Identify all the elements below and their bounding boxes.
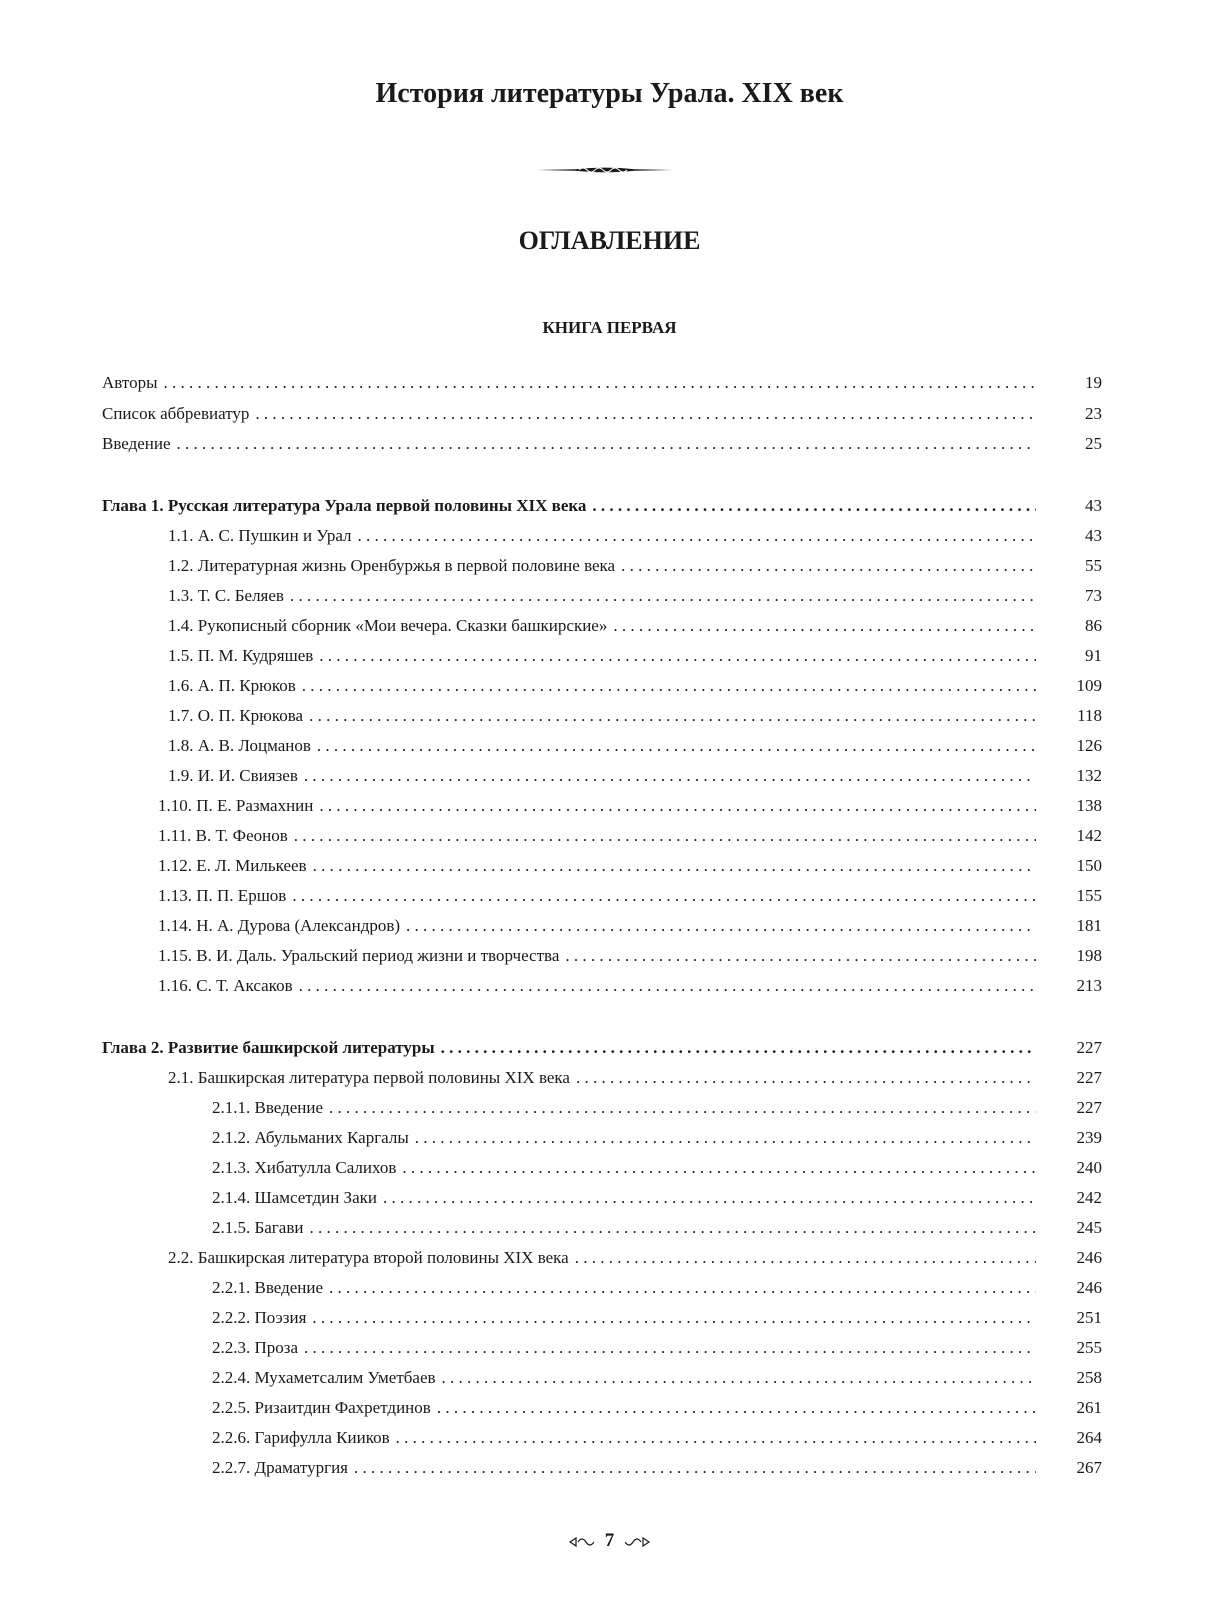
toc-section[interactable] <box>0 792 1219 820</box>
toc-entry-title: 1.13. П. П. Ершов . . . <box>158 882 1079 910</box>
toc-section[interactable] <box>0 1064 1219 1092</box>
toc-section[interactable] <box>0 582 1219 610</box>
toc-subsection[interactable] <box>0 1454 1219 1482</box>
toc-entry-title: 2.1. Башкирская литература первой половины XIX века . . . <box>168 1064 1079 1092</box>
toc-page-number: 73 <box>1036 582 1102 610</box>
toc-entry-title: 2.2.6. Гарифулла Кииков . . . <box>212 1424 1079 1452</box>
toc-section[interactable] <box>0 852 1219 880</box>
toc-entry-title: 1.8. А. В. Лоцманов . . . <box>168 732 1079 760</box>
toc-page-number: 25 <box>1036 430 1102 458</box>
toc-entry-title: 1.14. Н. А. Дурова (Александров) . . . <box>158 912 1079 940</box>
toc-section[interactable] <box>0 762 1219 790</box>
toc-page-number: 242 <box>1036 1184 1102 1212</box>
toc-entry-title: 1.15. В. И. Даль. Уральский период жизни и творчества . . . <box>158 942 1079 970</box>
toc-page-number: 261 <box>1036 1394 1102 1422</box>
toc-page-number: 142 <box>1036 822 1102 850</box>
toc-section[interactable] <box>0 642 1219 670</box>
toc-subsection[interactable] <box>0 1394 1219 1422</box>
toc-page-number: 109 <box>1036 672 1102 700</box>
toc-page-number: 239 <box>1036 1124 1102 1152</box>
toc-page-number: 264 <box>1036 1424 1102 1452</box>
toc-subsection[interactable] <box>0 1424 1219 1452</box>
right-ornament-icon <box>625 1536 651 1548</box>
toc-entry-title: 2.1.2. Абульманих Каргалы . . . <box>212 1124 1079 1152</box>
toc-chapter-2[interactable] <box>0 1034 1219 1062</box>
toc-section[interactable] <box>0 612 1219 640</box>
toc-entry-title: 2.2.2. Поэзия . . . <box>212 1304 1079 1332</box>
left-ornament-icon <box>568 1536 594 1548</box>
toc-page-number: 132 <box>1036 762 1102 790</box>
toc-subsection[interactable] <box>0 1274 1219 1302</box>
toc-entry-title: 2.2.7. Драматургия . . . <box>212 1454 1079 1482</box>
toc-entry-title: 2.1.4. Шамсетдин Заки . . . <box>212 1184 1079 1212</box>
toc-entry-title: 1.7. О. П. Крюкова . . . <box>168 702 1079 730</box>
toc-subsection[interactable] <box>0 1184 1219 1212</box>
toc-page-number: 86 <box>1036 612 1102 640</box>
toc-entry-title: 1.12. Е. Л. Милькеев . . . <box>158 852 1079 880</box>
toc-page-number: 150 <box>1036 852 1102 880</box>
toc-section[interactable] <box>0 882 1219 910</box>
toc-entry-title: 1.10. П. Е. Размахнин . . . <box>158 792 1079 820</box>
page-number: 7 <box>604 1530 615 1551</box>
toc-subsection[interactable] <box>0 1094 1219 1122</box>
toc-entry-title: 1.6. А. П. Крюков . . . <box>168 672 1079 700</box>
toc-entry-authors[interactable] <box>0 369 1219 397</box>
toc-page-number: 23 <box>1036 400 1102 428</box>
toc-entry-abbreviations[interactable] <box>0 400 1219 428</box>
toc-page-number: 43 <box>1036 492 1102 520</box>
toc-entry-title: 2.1.3. Хибатулла Салихов . . . <box>212 1154 1079 1182</box>
toc-section[interactable] <box>0 552 1219 580</box>
toc-subsection[interactable] <box>0 1334 1219 1362</box>
toc-entry-title: 1.4. Рукописный сборник «Мои вечера. Сказки башкирские» . . . <box>168 612 1079 640</box>
toc-page-number: 126 <box>1036 732 1102 760</box>
toc-entry-title: 1.5. П. М. Кудряшев . . . <box>168 642 1079 670</box>
toc-section[interactable] <box>0 672 1219 700</box>
toc-entry-title: 2.2.3. Проза . . . <box>212 1334 1079 1362</box>
toc-entry-title: 2.1.5. Багави . . . <box>212 1214 1079 1242</box>
book-part-heading: КНИГА ПЕРВАЯ <box>542 318 677 337</box>
toc-section[interactable] <box>0 522 1219 550</box>
toc-chapter-title: Глава 1. Русская литература Урала первой половины XIX века . . . <box>102 492 1079 520</box>
toc-page-number: 255 <box>1036 1334 1102 1362</box>
toc-page-number: 227 <box>1036 1064 1102 1092</box>
toc-entry-title: 1.1. А. С. Пушкин и Урал . . . <box>168 522 1079 550</box>
toc-section[interactable] <box>0 702 1219 730</box>
toc-entry-title: 1.3. Т. С. Беляев . . . <box>168 582 1079 610</box>
toc-chapter-1[interactable] <box>0 492 1219 520</box>
toc-entry-introduction[interactable] <box>0 430 1219 458</box>
toc-section[interactable] <box>0 972 1219 1000</box>
toc-page-number: 118 <box>1036 702 1102 730</box>
toc-page-number: 213 <box>1036 972 1102 1000</box>
page-footer <box>0 1530 1219 1552</box>
toc-page-number: 227 <box>1036 1094 1102 1122</box>
toc-page-number: 138 <box>1036 792 1102 820</box>
toc-entry-title: 2.2. Башкирская литература второй половины XIX века . . . <box>168 1244 1079 1272</box>
toc-entry-title: 2.2.4. Мухаметсалим Уметбаев . . . <box>212 1364 1079 1392</box>
toc-subsection[interactable] <box>0 1364 1219 1392</box>
toc-section[interactable] <box>0 942 1219 970</box>
toc-subsection[interactable] <box>0 1124 1219 1152</box>
toc-section[interactable] <box>0 822 1219 850</box>
toc-page-number: 267 <box>1036 1454 1102 1482</box>
toc-entry-title: Введение . . . <box>102 430 1079 458</box>
toc-page-number: 240 <box>1036 1154 1102 1182</box>
toc-page-number: 198 <box>1036 942 1102 970</box>
toc-page-number: 43 <box>1036 522 1102 550</box>
toc-entry-title: 1.9. И. И. Свиязев . . . <box>168 762 1079 790</box>
toc-page-number: 91 <box>1036 642 1102 670</box>
toc-section[interactable] <box>0 1244 1219 1272</box>
toc-subsection[interactable] <box>0 1154 1219 1182</box>
toc-entry-title: 1.2. Литературная жизнь Оренбуржья в первой половине века . . . <box>168 552 1079 580</box>
toc-entry-title: 1.16. С. Т. Аксаков . . . <box>158 972 1079 1000</box>
toc-page-number: 155 <box>1036 882 1102 910</box>
toc-page-number: 258 <box>1036 1364 1102 1392</box>
toc-section[interactable] <box>0 912 1219 940</box>
book-title: История литературы Урала. XIX век <box>375 78 844 109</box>
toc-entry-title: Список аббревиатур . . . <box>102 400 1079 428</box>
toc-subsection[interactable] <box>0 1304 1219 1332</box>
toc-page-number: 246 <box>1036 1274 1102 1302</box>
toc-entry-title: Авторы . . . <box>102 369 1079 397</box>
toc-page-number: 19 <box>1036 369 1102 397</box>
toc-chapter-title: Глава 2. Развитие башкирской литературы . . . <box>102 1034 1079 1062</box>
toc-page-number: 181 <box>1036 912 1102 940</box>
toc-page-number: 55 <box>1036 552 1102 580</box>
toc-entry-title: 2.2.1. Введение . . . <box>212 1274 1079 1302</box>
toc-entry-title: 1.11. В. Т. Феонов . . . <box>158 822 1079 850</box>
toc-page-number: 245 <box>1036 1214 1102 1242</box>
toc-entry-title: 2.2.5. Ризаитдин Фахретдинов . . . <box>212 1394 1079 1422</box>
toc-page-number: 246 <box>1036 1244 1102 1272</box>
toc-heading: ОГЛАВЛЕНИЕ <box>518 226 701 255</box>
toc-page-number: 227 <box>1036 1034 1102 1062</box>
toc-subsection[interactable] <box>0 1214 1219 1242</box>
toc-page-number: 251 <box>1036 1304 1102 1332</box>
divider-ornament <box>535 164 675 176</box>
toc-section[interactable] <box>0 732 1219 760</box>
toc-entry-title: 2.1.1. Введение . . . <box>212 1094 1079 1122</box>
